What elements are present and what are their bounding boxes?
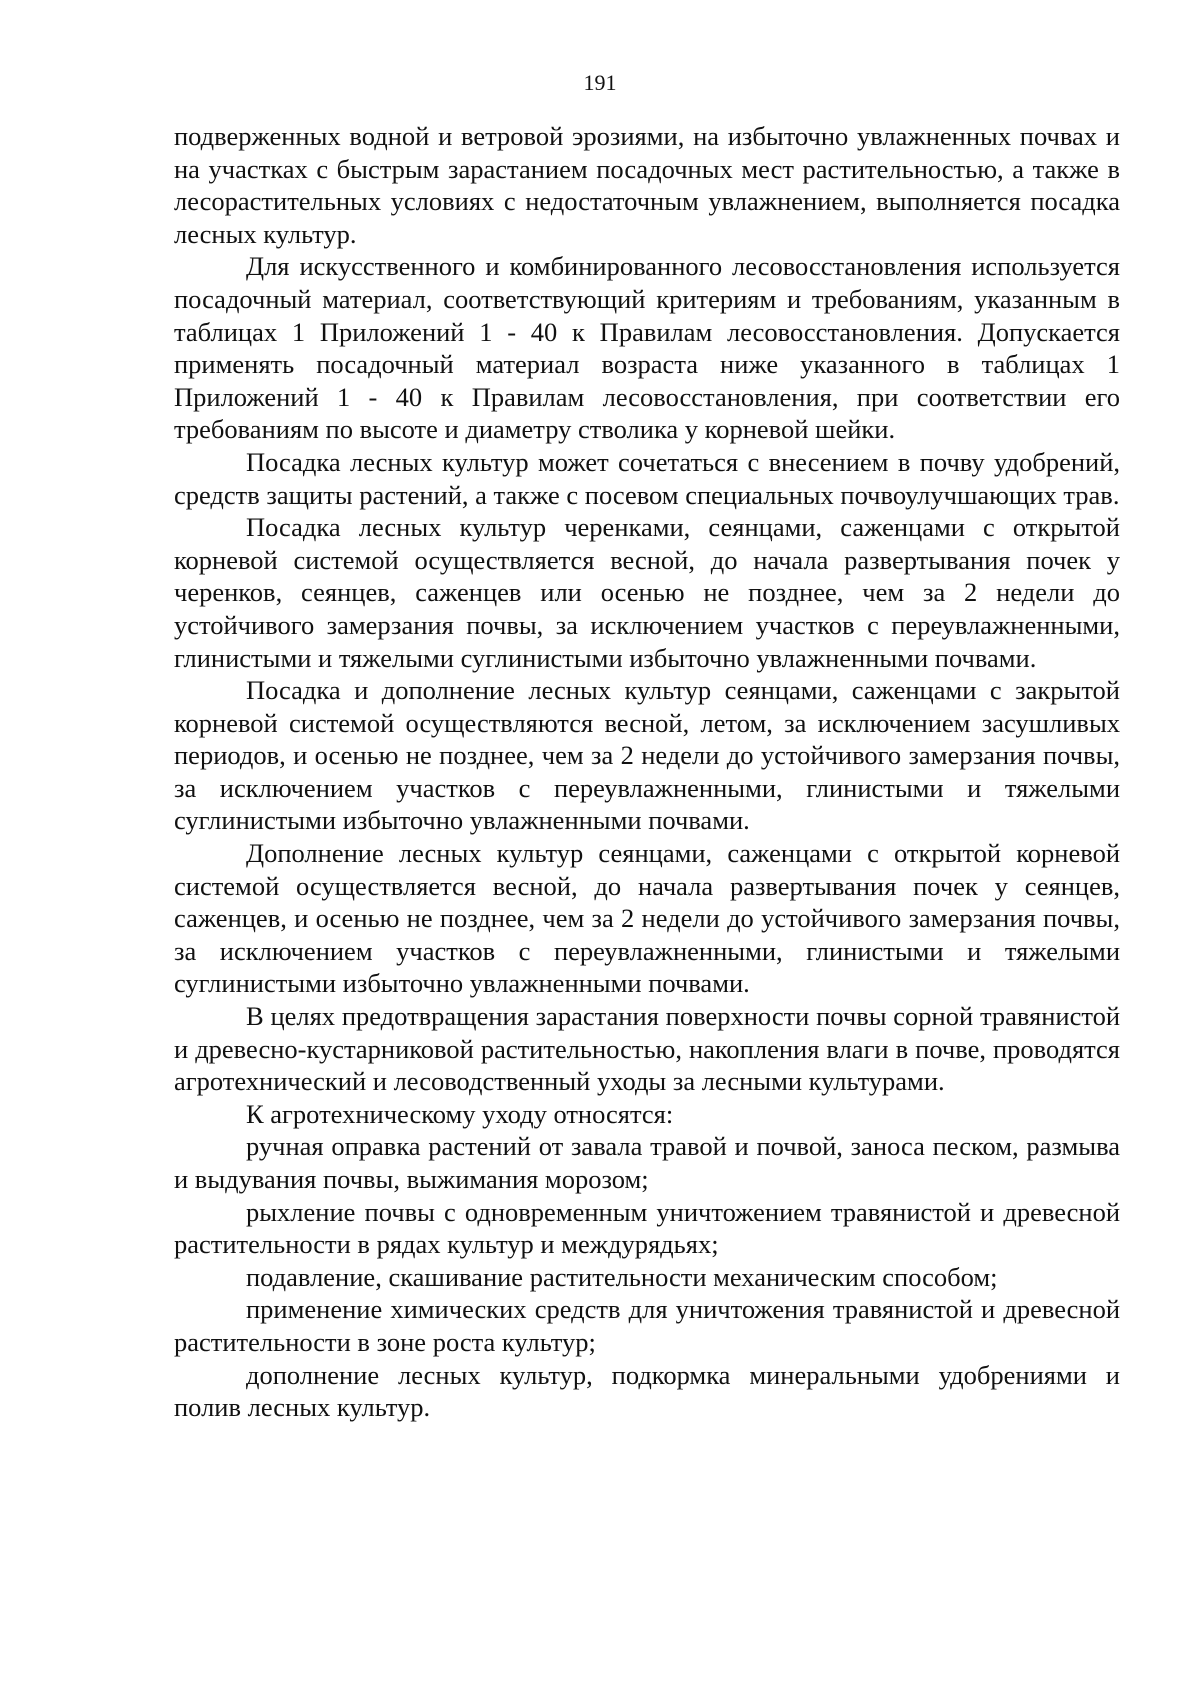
paragraph: Для искусственного и комбинированного лесовосстановления используется посадочный материал, соответствующий критериям и требованиям, указанным в таблицах 1 Приложений 1 - 40 к Правилам лесовосстановления. Допускается применять посадочный материал возраста ниже указанного в таблицах 1 Приложений 1 - 40 к Правилам лесовосстановления, при соответствии его требованиям по высоте и диаметру стволика у корневой шейки.	[174, 251, 1120, 445]
page-number: 191	[583, 70, 617, 95]
list-item: подавление, скашивание растительности механическим способом;	[246, 1261, 998, 1292]
list-item: применение химических средств для уничтожения травянистой и древесной растительности в зоне роста культур;	[174, 1294, 1120, 1357]
list-item: рыхление почвы с одновременным уничтожением травянистой и древесной растительности в рядах культур и междурядьях;	[174, 1196, 1120, 1260]
paragraph: подверженных водной и ветровой эрозиями, на избыточно увлажненных почвах и на участках с быстрым зарастанием посадочных мест растительностью, а также в лесорастительных условиях с недостаточным увлажнением, выполняется посадка лесных культур.	[174, 121, 1120, 249]
list-item: ручная оправка растений от завала травой и почвой, заноса песком, размыва и выдувания почвы, выжимания морозом;	[174, 1131, 1120, 1194]
paragraph: Посадка и дополнение лесных культур сеянцами, саженцами с закрытой корневой системой осуществляются весной, летом, за исключением засушливых периодов, и осенью не позднее, чем за 2 недели до устойчивого замерзания почвы, за исключением участков с переувлажненными, глинистыми и тяжелыми суглинистыми избыточно увлажненными почвами.	[174, 675, 1120, 836]
document-body	[174, 120, 1120, 1424]
paragraph: Дополнение лесных культур сеянцами, саженцами с открытой корневой системой осуществляется весной, до начала развертывания почек у сеянцев, саженцев, и осенью не позднее, чем за 2 недели до устойчивого замерзания почвы, за исключением участков с переувлажненными, глинистыми и тяжелыми суглинистыми избыточно увлажненными почвами.	[174, 838, 1120, 999]
paragraph: Посадка лесных культур черенками, сеянцами, саженцами с открытой корневой системой осуществляется весной, до начала развертывания почек у черенков, сеянцев, саженцев или осенью не позднее, чем за 2 недели до устойчивого замерзания почвы, за исключением участков с переувлажненными, глинистыми и тяжелыми суглинистыми избыточно увлажненными почвами.	[174, 512, 1120, 673]
paragraph: Посадка лесных культур может сочетаться с внесением в почву удобрений, средств защиты растений, а также с посевом специальных почвоулучшающих трав.	[174, 446, 1120, 510]
list-item: дополнение лесных культур, подкормка минеральными удобрениями и полив лесных культур.	[174, 1359, 1120, 1423]
paragraph: В целях предотвращения зарастания поверхности почвы сорной травянистой и древесно-кустарниковой растительностью, накопления влаги в почве, проводятся агротехнический и лесоводственный уходы за лесными культурами.	[174, 1001, 1120, 1097]
list-intro: К агротехническому уходу относятся:	[246, 1098, 674, 1129]
